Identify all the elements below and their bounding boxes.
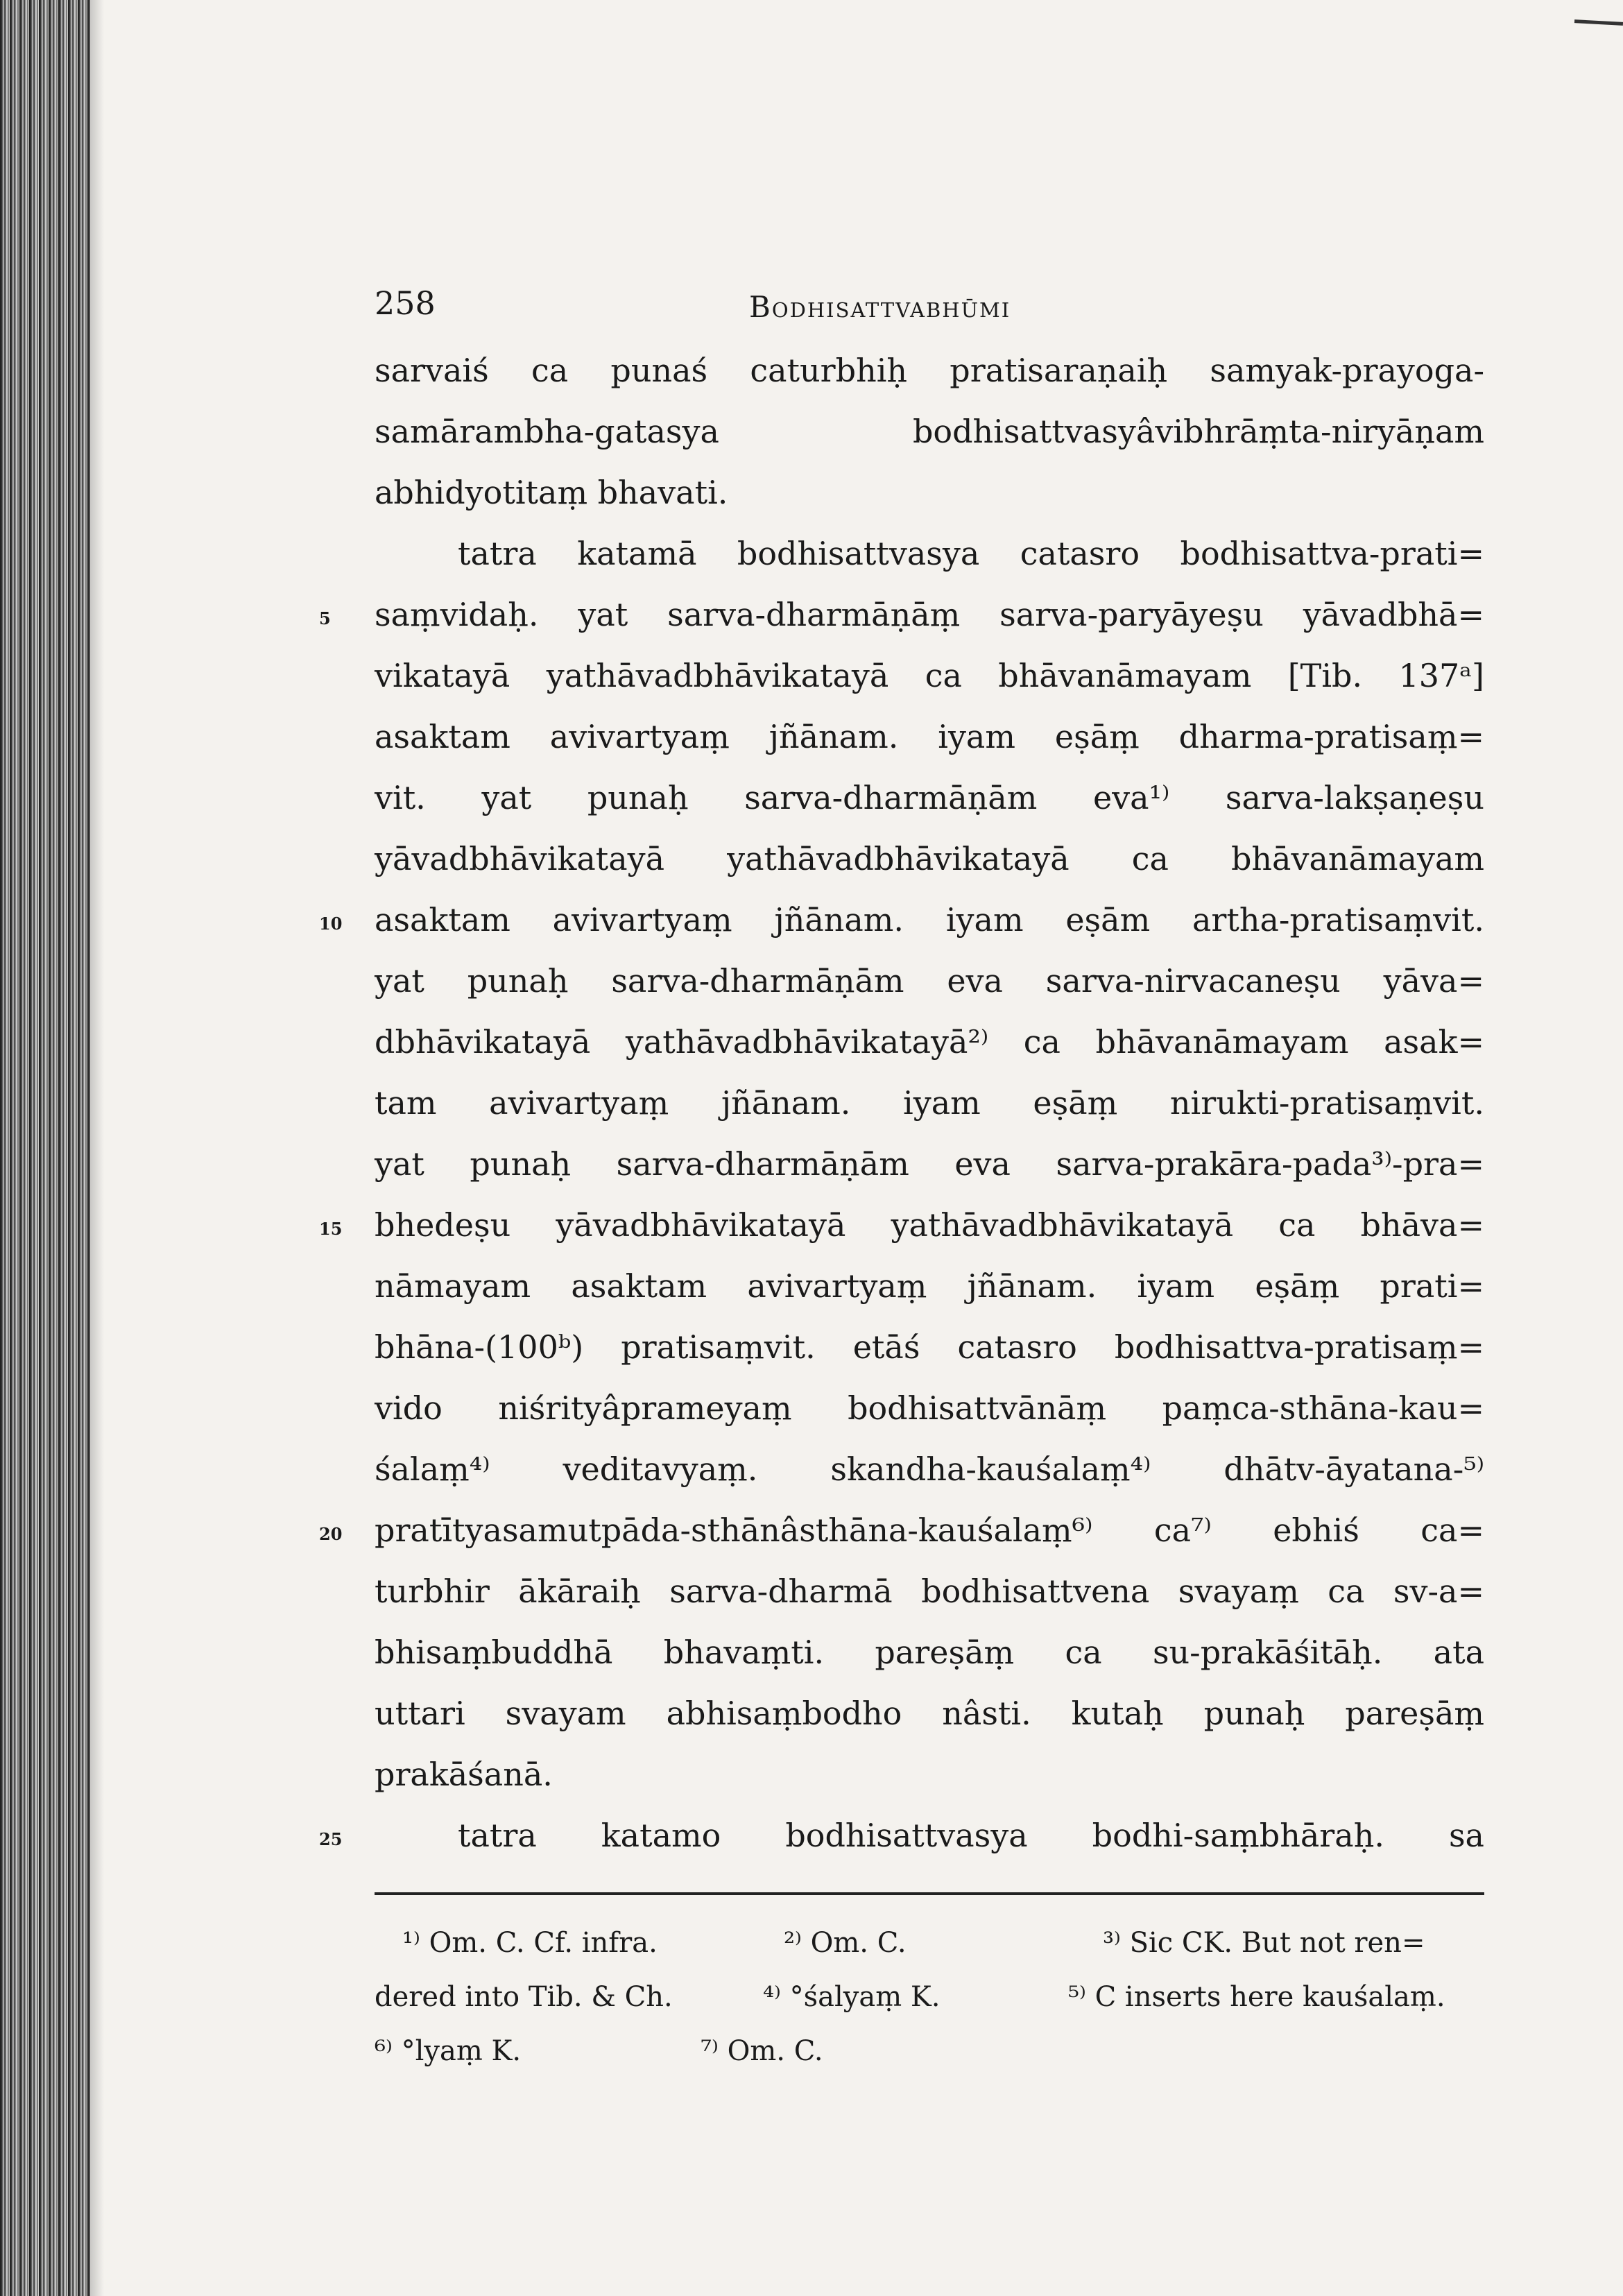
footnote-row	[375, 1970, 1484, 2024]
text-line: yat punaḥ sarva-dharmāṇām eva sarva-nirvacaneṣu yāva=	[375, 962, 1484, 1000]
text-line: nāmayam asaktam avivartyaṃ jñānam. iyam eṣāṃ prati=	[375, 1267, 1484, 1305]
line-number: 5	[319, 608, 331, 628]
text-line-25	[319, 1805, 1484, 1866]
page-number: 258	[375, 284, 436, 322]
text-line: uttari svayam abhisaṃbodho nâsti. kutaḥ punaḥ pareṣāṃ	[375, 1695, 1484, 1732]
text-line-content: bhedeṣu yāvadbhāvikatayā yathāvadbhāvikatayā ca bhāva=	[375, 1206, 1484, 1244]
footnote-5: ⁵⁾ C inserts here kauśalaṃ.	[1068, 1981, 1445, 2013]
text-line: yāvadbhāvikatayā yathāvadbhāvikatayā ca bhāvanāmayam	[375, 840, 1484, 877]
text-line: vikatayā yathāvadbhāvikatayā ca bhāvanāmayam [Tib. 137ᵃ]	[375, 657, 1484, 694]
running-title: Bodhisattvabhūmi	[749, 290, 1011, 324]
text-line: prakāśanā.	[375, 1756, 553, 1793]
footnote-3: ³⁾ Sic CK. But not ren=	[1103, 1927, 1425, 1959]
text-line: samārambha-gatasya bodhisattvasyâvibhrāṃta-niryāṇam	[375, 413, 1484, 450]
footnote-7: ⁷⁾ Om. C.	[701, 2035, 823, 2067]
footnote-row	[375, 2024, 1484, 2078]
text-line-20	[319, 1500, 1484, 1561]
body-text	[319, 340, 1484, 1866]
running-head	[375, 284, 1484, 340]
text-line: dbhāvikatayā yathāvadbhāvikatayā²⁾ ca bhāvanāmayam asak=	[375, 1023, 1484, 1061]
text-line-content: saṃvidaḥ. yat sarva-dharmāṇāṃ sarva-paryāyeṣu yāvadbhā=	[375, 596, 1484, 633]
text-line: tam avivartyaṃ jñānam. iyam eṣāṃ nirukti-pratisaṃvit.	[375, 1084, 1484, 1122]
text-line: bhisaṃbuddhā bhavaṃti. pareṣāṃ ca su-prakāśitāḥ. ata	[375, 1634, 1484, 1671]
text-line: yat punaḥ sarva-dharmāṇām eva sarva-prakāra-pada³⁾-pra=	[375, 1145, 1484, 1183]
book-spine-shadow	[0, 0, 90, 2296]
footnote-1: ¹⁾ Om. C. Cf. infra.	[402, 1927, 658, 1959]
footnote-4: ⁴⁾ °śalyaṃ K.	[763, 1981, 941, 2013]
line-number: 15	[319, 1219, 343, 1239]
scan-corner-mark	[1574, 19, 1623, 26]
line-number: 25	[319, 1829, 343, 1849]
text-line: asaktam avivartyaṃ jñānam. iyam eṣāṃ dharma-pratisaṃ=	[375, 718, 1484, 755]
line-number: 20	[319, 1524, 343, 1544]
footnotes	[375, 1916, 1484, 2078]
text-line-content: asaktam avivartyaṃ jñānam. iyam eṣām artha-pratisaṃvit.	[375, 901, 1484, 939]
text-line: turbhir ākāraiḥ sarva-dharmā bodhisattvena svayaṃ ca sv-a=	[375, 1573, 1484, 1610]
footnote-rule	[375, 1892, 1484, 1895]
footnote-3-cont: dered into Tib. & Ch.	[375, 1981, 673, 2013]
footnote-2: ²⁾ Om. C.	[784, 1927, 907, 1959]
text-line: vit. yat punaḥ sarva-dharmāṇām eva¹⁾ sarva-lakṣaṇeṣu	[375, 779, 1484, 816]
text-line-content: tatra katamo bodhisattvasya bodhi-saṃbhāraḥ. sa	[458, 1817, 1484, 1854]
text-line-5	[319, 584, 1484, 645]
text-line-10	[319, 889, 1484, 950]
footnote-row	[375, 1916, 1484, 1970]
text-line: bhāna-(100ᵇ) pratisaṃvit. etāś catasro bodhisattva-pratisaṃ=	[375, 1328, 1484, 1366]
page	[319, 284, 1484, 2078]
line-number: 10	[319, 914, 343, 934]
text-line: sarvaiś ca punaś caturbhiḥ pratisaraṇaiḥ samyak-prayoga-	[375, 352, 1484, 389]
text-line: tatra katamā bodhisattvasya catasro bodhisattva-prati=	[458, 535, 1484, 572]
text-line: vido niśrityâprameyaṃ bodhisattvānāṃ paṃca-sthāna-kau=	[375, 1389, 1484, 1427]
text-line: śalaṃ⁴⁾ veditavyaṃ. skandha-kauśalaṃ⁴⁾ dhātv-āyatana-⁵⁾	[375, 1450, 1484, 1488]
text-line-content: pratītyasamutpāda-sthānâsthāna-kauśalaṃ⁶⁾ ca⁷⁾ ebhiś ca=	[375, 1511, 1484, 1549]
text-line-15	[319, 1194, 1484, 1256]
text-line: abhidyotitaṃ bhavati.	[375, 474, 728, 511]
footnote-6: ⁶⁾ °lyaṃ K.	[375, 2035, 522, 2067]
